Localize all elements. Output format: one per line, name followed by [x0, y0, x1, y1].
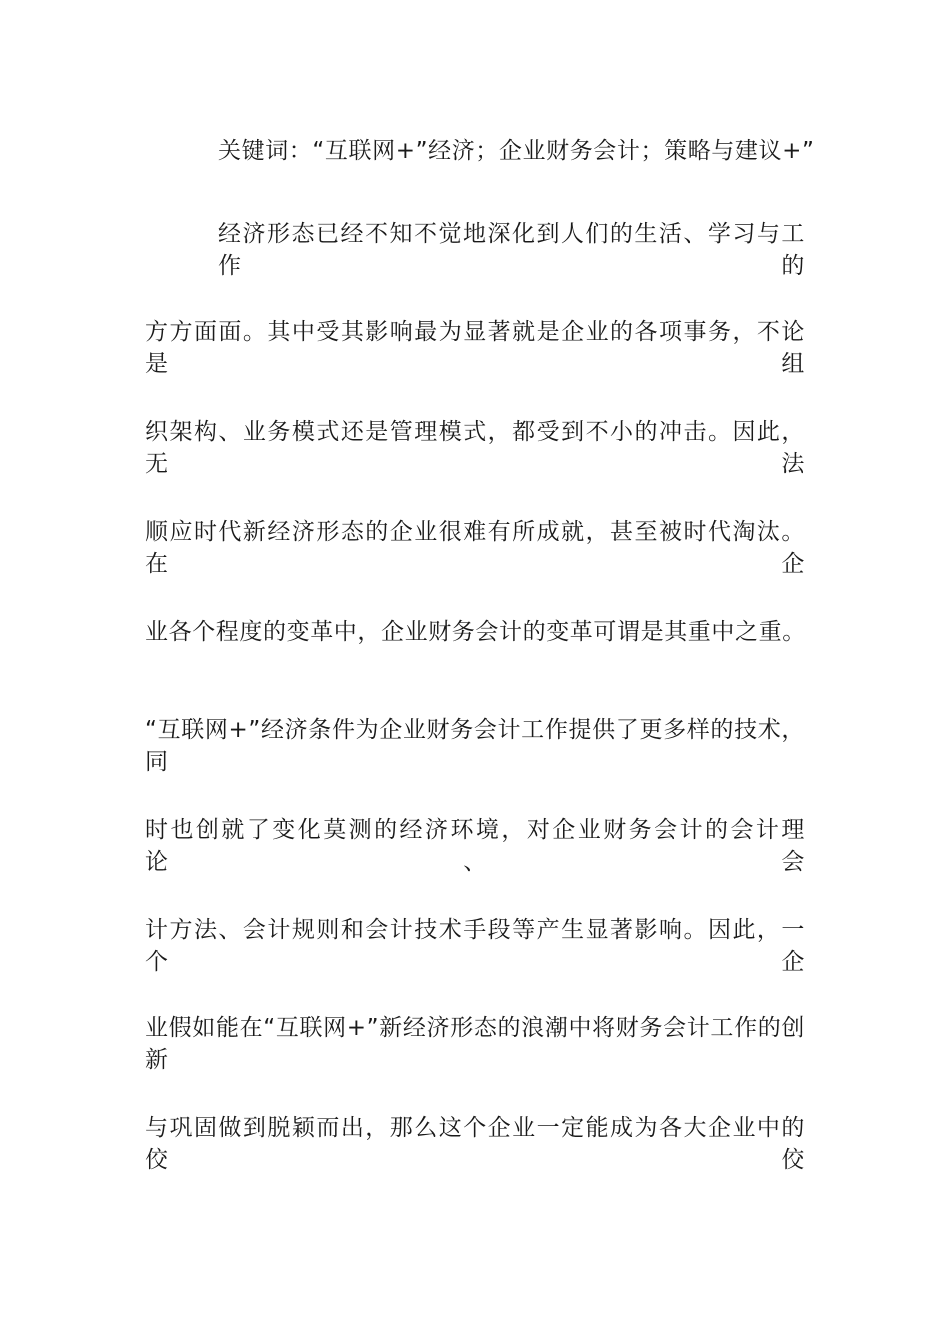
paragraph-line: 时也创就了变化莫测的经济环境，对企业财务会计的会计理论、会 — [145, 817, 805, 875]
paragraph-line: 业各个程度的变革中，企业财务会计的变革可谓是其重中之重。 — [145, 619, 806, 645]
paragraph-line: 方方面面。其中受其影响最为显著就是企业的各项事务，不论是组 — [145, 319, 805, 377]
paragraph-line: 顺应时代新经济形态的企业很难有所成就，甚至被时代淘汰。在企 — [145, 519, 805, 577]
paragraph-line: 经济形态已经不知不觉地深化到人们的生活、学习与工作的 — [218, 221, 805, 279]
paragraph-line: 与巩固做到脱颖而出，那么这个企业一定能成为各大企业中的佼佼 — [145, 1115, 805, 1173]
paragraph-line: “互联网+”经济条件为企业财务会计工作提供了更多样的技术，同 — [145, 717, 805, 775]
keywords-line: 关键词：“互联网+”经济；企业财务会计；策略与建议+” — [218, 138, 815, 164]
paragraph-line: 计方法、会计规则和会计技术手段等产生显著影响。因此，一个企 — [145, 917, 805, 975]
paragraph-line: 织架构、业务模式还是管理模式，都受到不小的冲击。因此，无法 — [145, 419, 805, 477]
paragraph-line: 业假如能在“互联网+”新经济形态的浪潮中将财务会计工作的创新 — [145, 1015, 805, 1073]
